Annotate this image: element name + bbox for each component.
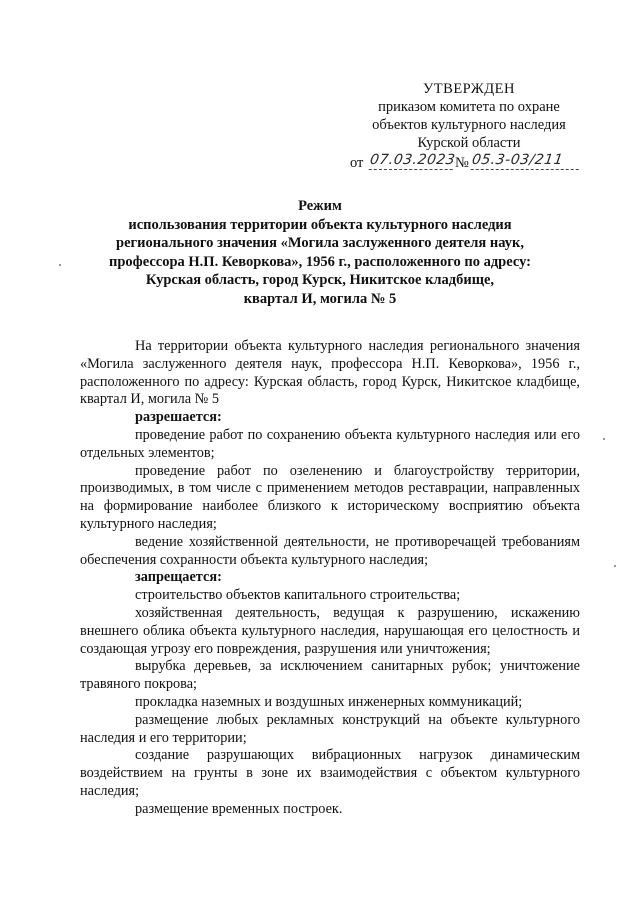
- heading-line-6: квартал И, могила № 5: [243, 290, 397, 307]
- document-body: [80, 338, 580, 819]
- intro-paragraph: На территории объекта культурного наследия регионального значения «Могила заслуженного деятеля наук, профессора Н.П. Кеворкова», 1956 г., расположенного по адресу: Курская область, город Курск, Никитское кладбище, квартал И, могила № 5: [80, 338, 580, 408]
- allowed-label: разрешается:: [135, 409, 222, 426]
- forbidden-item: размещение временных построек.: [135, 800, 343, 817]
- heading-line-4: профессора Н.П. Кеворкова», 1956 г., расположенного по адресу:: [109, 253, 531, 270]
- heading-line-5: Курская область, город Курск, Никитское кладбище,: [145, 272, 495, 289]
- handwritten-date: 07.03.2023: [368, 152, 457, 168]
- approval-line-1: приказом комитета по охране: [378, 99, 560, 115]
- forbidden-item: хозяйственная деятельность, ведущая к разрушению, искажению внешнего облика объекта культурного наследия, нарушающая его целостность и создающая угрозу его повреждения, разрушения или уничтожения;: [80, 604, 580, 657]
- forbidden-item: размещение любых рекламных конструкций на объекте культурного наследия и его территории;: [80, 711, 580, 746]
- forbidden-item: строительство объектов капитального строительства;: [135, 587, 461, 604]
- scan-speck: [603, 438, 605, 440]
- scan-speck: [59, 264, 61, 266]
- forbidden-item: прокладка наземных и воздушных инженерных коммуникаций;: [135, 693, 523, 710]
- approval-block: [344, 80, 594, 174]
- forbidden-item: создание разрушающих вибрационных нагрузок динамическим воздействием на грунты в зоне их взаимодействия с объектом культурного наследия;: [80, 747, 580, 799]
- allowed-item: проведение работ по озеленению и благоустройству территории, производимых, в том числе с применением методов реставрации, направленных на формирование наиболее близкого к историческому восприятию объекта культурного наследия;: [80, 462, 580, 532]
- approval-title: УТВЕРЖДЕН: [423, 81, 515, 97]
- heading-line-2: использования территории объекта культурного наследия: [128, 216, 512, 233]
- scan-speck: [614, 565, 616, 567]
- date-prefix: от: [350, 155, 364, 171]
- handwritten-number: 05.3-03/211: [471, 151, 582, 170]
- forbidden-label: запрещается:: [135, 569, 222, 586]
- heading-line-3: регионального значения «Могила заслуженного деятеля наук,: [116, 235, 524, 252]
- number-prefix: №: [455, 155, 469, 171]
- allowed-item: проведение работ по сохранению объекта культурного наследия или его отдельных элементов;: [80, 426, 580, 461]
- forbidden-item: вырубка деревьев, за исключением санитарных рубок; уничтожение травяного покрова;: [80, 658, 580, 693]
- approval-line-2: объектов культурного наследия: [372, 117, 566, 133]
- order-date-number-row: [344, 154, 594, 174]
- allowed-item: ведение хозяйственной деятельности, не противоречащей требованиям обеспечения сохранности объекта культурного наследия;: [80, 533, 580, 568]
- document-heading: [70, 197, 570, 309]
- approval-line-3: Курской области: [417, 135, 521, 151]
- heading-line-1: Режим: [298, 198, 342, 214]
